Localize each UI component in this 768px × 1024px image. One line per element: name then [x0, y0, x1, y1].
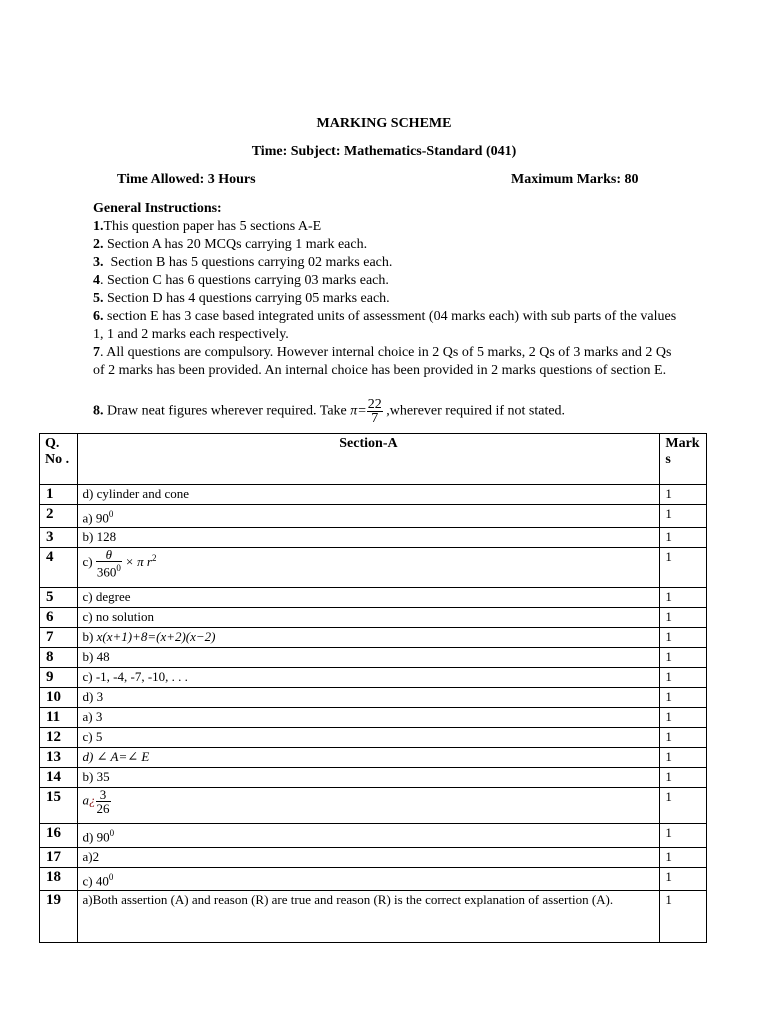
stray-glyph: ¿ — [89, 792, 96, 808]
column-header-section: Section-A — [77, 434, 660, 485]
table-row — [40, 748, 707, 768]
math-expression: x(x+1)+8=(x+2)(x−2) — [96, 629, 216, 645]
math-expression: ∠ A=∠ E — [96, 749, 150, 765]
answer-cell: d) cylinder and cone — [77, 485, 660, 505]
marks-cell: 1 — [660, 648, 707, 668]
marks-cell: 1 — [660, 768, 707, 788]
pi-fraction — [367, 398, 383, 425]
answer-text: a — [82, 792, 89, 808]
table-row — [40, 505, 707, 528]
degree-superscript: 0 — [108, 509, 114, 519]
instructions-heading: General Instructions: — [93, 201, 222, 216]
table-row — [40, 648, 707, 668]
degree-superscript: 0 — [116, 563, 121, 574]
answer-cell: d) 3 — [77, 688, 660, 708]
instruction-item — [93, 218, 683, 236]
general-instructions — [93, 200, 683, 380]
instruction-number: 4 — [93, 273, 100, 288]
instruction-number: 5. — [93, 291, 104, 306]
table-row — [40, 548, 707, 588]
answer-cell: a) 3 — [77, 708, 660, 728]
instruction-number: 3. — [93, 255, 104, 270]
table-row — [40, 847, 707, 867]
answer-cell: c) no solution — [77, 608, 660, 628]
marks-cell: 1 — [660, 628, 707, 648]
question-number: 19 — [40, 890, 78, 942]
question-number: 15 — [40, 788, 78, 824]
marks-cell: 1 — [660, 847, 707, 867]
instruction-item — [93, 254, 683, 272]
denominator-value: 360 — [96, 564, 117, 580]
instruction-text: Section B has 5 questions carrying 02 marks each. — [103, 255, 393, 270]
column-header-qno: Q. No . — [40, 434, 78, 485]
answer-text: d) 90 — [82, 829, 110, 845]
answer-cell: b) 35 — [77, 768, 660, 788]
time-allowed: Time Allowed: 3 Hours — [117, 172, 256, 187]
answer-text: c) 40 — [82, 872, 109, 888]
table-row — [40, 528, 707, 548]
table-row — [40, 668, 707, 688]
math-fraction — [96, 548, 122, 578]
marks-cell: 1 — [660, 748, 707, 768]
instruction-text: . All questions are compulsory. However internal choice in 2 Qs of 5 marks, 2 Qs of 3 marks and 2 Qs of 2 marks has been provided. An internal choice has been provided in 2 marks questions of section E. — [93, 345, 672, 378]
answer-cell — [77, 748, 660, 768]
instruction-text: Section A has 20 MCQs carrying 1 mark each. — [103, 237, 368, 252]
answer-table — [39, 433, 707, 943]
fraction-denominator — [96, 562, 122, 578]
table-row — [40, 688, 707, 708]
question-number: 4 — [40, 548, 78, 588]
marks-cell: 1 — [660, 688, 707, 708]
answer-cell — [77, 788, 660, 824]
question-number: 9 — [40, 668, 78, 688]
answer-cell: a)Both assertion (A) and reason (R) are true and reason (R) is the correct explanation of assertion (A). — [77, 890, 660, 942]
question-number: 5 — [40, 588, 78, 608]
answer-text: a) 90 — [82, 510, 109, 526]
answer-text: c) — [82, 554, 96, 570]
instruction-number: 1. — [93, 219, 104, 234]
instruction-number: 2. — [93, 237, 104, 252]
marks-cell: 1 — [660, 485, 707, 505]
table-row — [40, 708, 707, 728]
marks-cell: 1 — [660, 867, 707, 890]
instruction-number: 8. — [93, 403, 104, 419]
answer-cell: c) -1, -4, -7, -10, . . . — [77, 668, 660, 688]
table-row — [40, 588, 707, 608]
answer-cell — [77, 824, 660, 847]
instruction-item — [93, 272, 683, 290]
marks-cell: 1 — [660, 728, 707, 748]
degree-superscript: 0 — [108, 871, 114, 882]
instruction-item — [93, 344, 683, 380]
column-header-marks: Mark s — [660, 434, 707, 485]
question-number: 11 — [40, 708, 78, 728]
question-number: 7 — [40, 628, 78, 648]
instruction-number: 6. — [93, 309, 104, 324]
marks-cell: 1 — [660, 548, 707, 588]
instruction-item — [93, 308, 683, 344]
instruction-item-8 — [93, 398, 693, 425]
question-number: 2 — [40, 505, 78, 528]
question-number: 10 — [40, 688, 78, 708]
fraction-numerator: θ — [96, 548, 122, 562]
marks-cell: 1 — [660, 708, 707, 728]
question-number: 3 — [40, 528, 78, 548]
table-row — [40, 485, 707, 505]
fraction-numerator: 3 — [96, 788, 111, 802]
answer-cell: c) degree — [77, 588, 660, 608]
question-number: 13 — [40, 748, 78, 768]
marks-cell: 1 — [660, 588, 707, 608]
marks-cell: 1 — [660, 824, 707, 847]
power-superscript: 2 — [151, 553, 157, 564]
table-row — [40, 788, 707, 824]
marks-cell: 1 — [660, 668, 707, 688]
instruction-text: ,wherever required if not stated. — [382, 403, 566, 419]
instruction-number: 7 — [93, 345, 100, 360]
question-number: 6 — [40, 608, 78, 628]
table-row — [40, 628, 707, 648]
fraction-denominator: 26 — [96, 801, 110, 817]
instruction-text: This question paper has 5 sections A-E — [103, 219, 322, 234]
instruction-item — [93, 236, 683, 254]
table-row — [40, 890, 707, 942]
table-row — [40, 768, 707, 788]
answer-cell — [77, 867, 660, 890]
answer-cell — [77, 548, 660, 588]
instruction-text: section E has 3 case based integrated units of assessment (04 marks each) with sub parts of the values 1, 1 and 2 marks each respectively. — [93, 309, 677, 342]
answer-cell — [77, 505, 660, 528]
question-number: 12 — [40, 728, 78, 748]
subject-line: Time: Subject: Mathematics-Standard (041) — [251, 144, 517, 159]
marks-cell: 1 — [660, 528, 707, 548]
fraction-numerator: 22 — [367, 397, 382, 412]
instruction-text: . Section C has 6 questions carrying 03 marks each. — [100, 273, 389, 288]
answer-cell: b) 48 — [77, 648, 660, 668]
answer-cell: b) 128 — [77, 528, 660, 548]
document-title: MARKING SCHEME — [316, 116, 452, 131]
question-number: 8 — [40, 648, 78, 668]
answer-text: b) — [82, 629, 97, 645]
marks-cell: 1 — [660, 505, 707, 528]
pi-symbol: π= — [350, 403, 367, 419]
math-fraction — [96, 788, 111, 815]
degree-superscript: 0 — [109, 828, 115, 839]
answer-cell — [77, 628, 660, 648]
marks-cell: 1 — [660, 608, 707, 628]
table-row — [40, 608, 707, 628]
table-row — [40, 867, 707, 890]
answer-text: d) — [82, 749, 97, 765]
math-expression: × π r — [121, 554, 152, 570]
marks-cell: 1 — [660, 890, 707, 942]
maximum-marks: Maximum Marks: 80 — [511, 172, 639, 187]
question-number: 1 — [40, 485, 78, 505]
question-number: 18 — [40, 867, 78, 890]
question-number: 17 — [40, 847, 78, 867]
fraction-denominator: 7 — [371, 411, 379, 426]
answer-cell: a)2 — [77, 847, 660, 867]
answer-cell: c) 5 — [77, 728, 660, 748]
marks-cell: 1 — [660, 788, 707, 824]
table-header-row — [40, 434, 707, 485]
instruction-text: Draw neat figures wherever required. Take — [103, 403, 351, 419]
instruction-text: Section D has 4 questions carrying 05 marks each. — [103, 291, 390, 306]
instruction-item — [93, 290, 683, 308]
table-row — [40, 728, 707, 748]
table-row — [40, 824, 707, 847]
question-number: 14 — [40, 768, 78, 788]
question-number: 16 — [40, 824, 78, 847]
